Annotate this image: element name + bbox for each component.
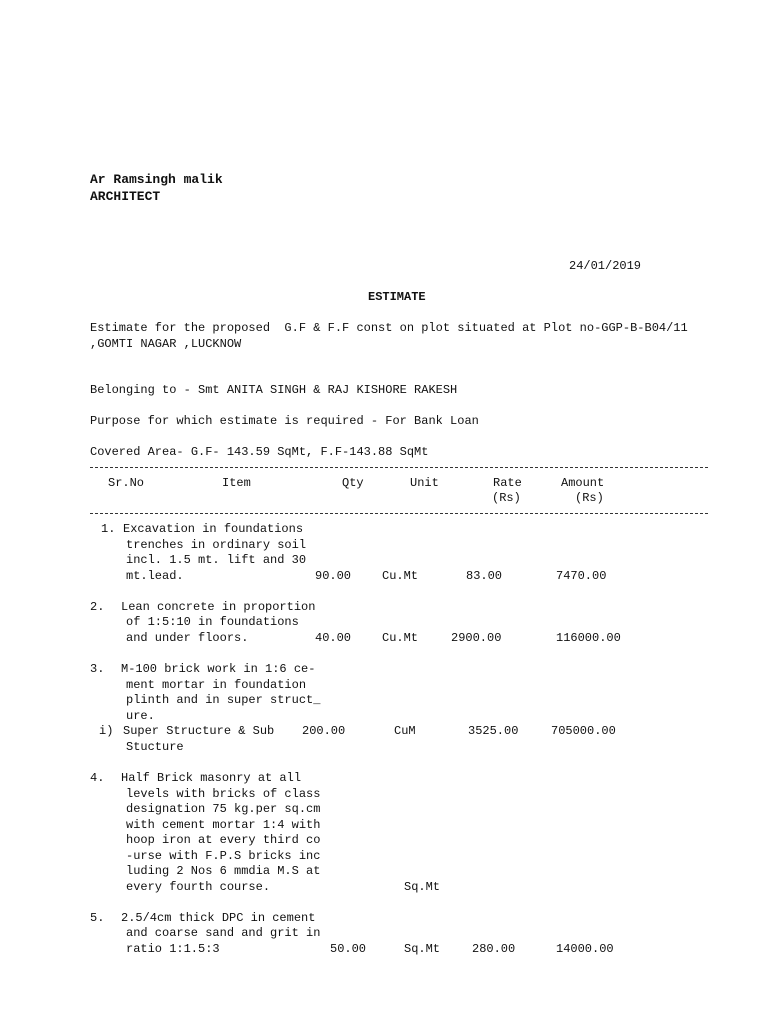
row-number: 1.: [101, 522, 116, 536]
belonging-to: Belonging to - Smt ANITA SINGH & RAJ KISHORE RAKESH: [90, 383, 458, 397]
row-qty: 200.00: [302, 724, 346, 738]
row-rate: 3525.00: [468, 724, 519, 738]
row-unit: CuM: [394, 724, 416, 738]
row-item-line: ment mortar in foundation: [126, 678, 307, 692]
row-number: 4.: [90, 771, 105, 785]
row-unit: Sq.Mt: [404, 880, 441, 894]
row-item-line: and coarse sand and grit in: [126, 926, 321, 940]
col-header-amount: Amount: [561, 476, 605, 490]
purpose: Purpose for which estimate is required - For Bank Loan: [90, 414, 479, 428]
row-item-line: hoop iron at every third co: [126, 833, 321, 847]
col-header-qty: Qty: [342, 476, 364, 490]
row-rate: 83.00: [466, 569, 503, 583]
sub-row-number: i): [99, 724, 114, 738]
document-title: ESTIMATE: [368, 290, 426, 304]
row-item-line: incl. 1.5 mt. lift and 30: [126, 553, 307, 567]
sub-row-item-line: Super Structure & Sub: [123, 724, 275, 738]
row-amount: 14000.00: [556, 942, 614, 956]
col-header-unit: Unit: [410, 476, 439, 490]
row-item-line: luding 2 Nos 6 mmdia M.S at: [126, 864, 321, 878]
row-item-line: M-100 brick work in 1:6 ce-: [121, 662, 316, 676]
row-rate: 2900.00: [451, 631, 502, 645]
row-rate: 280.00: [472, 942, 516, 956]
col-header-amount-unit: (Rs): [575, 491, 604, 505]
row-qty: 50.00: [330, 942, 367, 956]
row-item-line: with cement mortar 1:4 with: [126, 818, 321, 832]
col-header-rate-unit: (Rs): [492, 491, 521, 505]
col-header-item: Item: [222, 476, 251, 490]
col-header-rate: Rate: [493, 476, 522, 490]
row-unit: Sq.Mt: [404, 942, 441, 956]
row-qty: 90.00: [315, 569, 352, 583]
col-header-srno: Sr.No: [108, 476, 145, 490]
row-unit: Cu.Mt: [382, 569, 419, 583]
row-unit: Cu.Mt: [382, 631, 419, 645]
row-number: 5.: [90, 911, 105, 925]
table-top-rule: [90, 467, 708, 468]
row-number: 2.: [90, 600, 105, 614]
covered-area: Covered Area- G.F- 143.59 SqMt, F.F-143.88 SqMt: [90, 445, 429, 459]
row-number: 3.: [90, 662, 105, 676]
row-amount: 705000.00: [551, 724, 616, 738]
row-item-line: designation 75 kg.per sq.cm: [126, 802, 321, 816]
row-item-line: 2.5/4cm thick DPC in cement: [121, 911, 316, 925]
row-item-line: every fourth course.: [126, 880, 271, 894]
row-amount: 7470.00: [556, 569, 607, 583]
description-line-1: Estimate for the proposed G.F & F.F const on plot situated at Plot no-GGP-B-B04/11: [90, 321, 688, 335]
description-line-2: ,GOMTI NAGAR ,LUCKNOW: [90, 337, 242, 351]
row-item-line: of 1:5:10 in foundations: [126, 615, 299, 629]
architect-designation: ARCHITECT: [90, 189, 161, 204]
row-item-line: Lean concrete in proportion: [121, 600, 316, 614]
row-item-line: Half Brick masonry at all: [121, 771, 302, 785]
row-item-line: levels with bricks of class: [126, 787, 321, 801]
row-item-line: -urse with F.P.S bricks inc: [126, 849, 321, 863]
row-amount: 116000.00: [556, 631, 621, 645]
row-item-line: trenches in ordinary soil: [126, 538, 307, 552]
document-date: 24/01/2019: [569, 259, 642, 273]
row-item-line: mt.lead.: [126, 569, 184, 583]
table-header-rule: [90, 513, 708, 514]
row-item-line: and under floors.: [126, 631, 249, 645]
sub-row-item-line: Stucture: [126, 740, 184, 754]
row-item-line: plinth and in super struct_: [126, 693, 321, 707]
architect-name: Ar Ramsingh malik: [90, 172, 223, 187]
row-item-line: ratio 1:1.5:3: [126, 942, 220, 956]
row-item-line: ure.: [126, 709, 155, 723]
row-item-line: Excavation in foundations: [123, 522, 304, 536]
row-qty: 40.00: [315, 631, 352, 645]
